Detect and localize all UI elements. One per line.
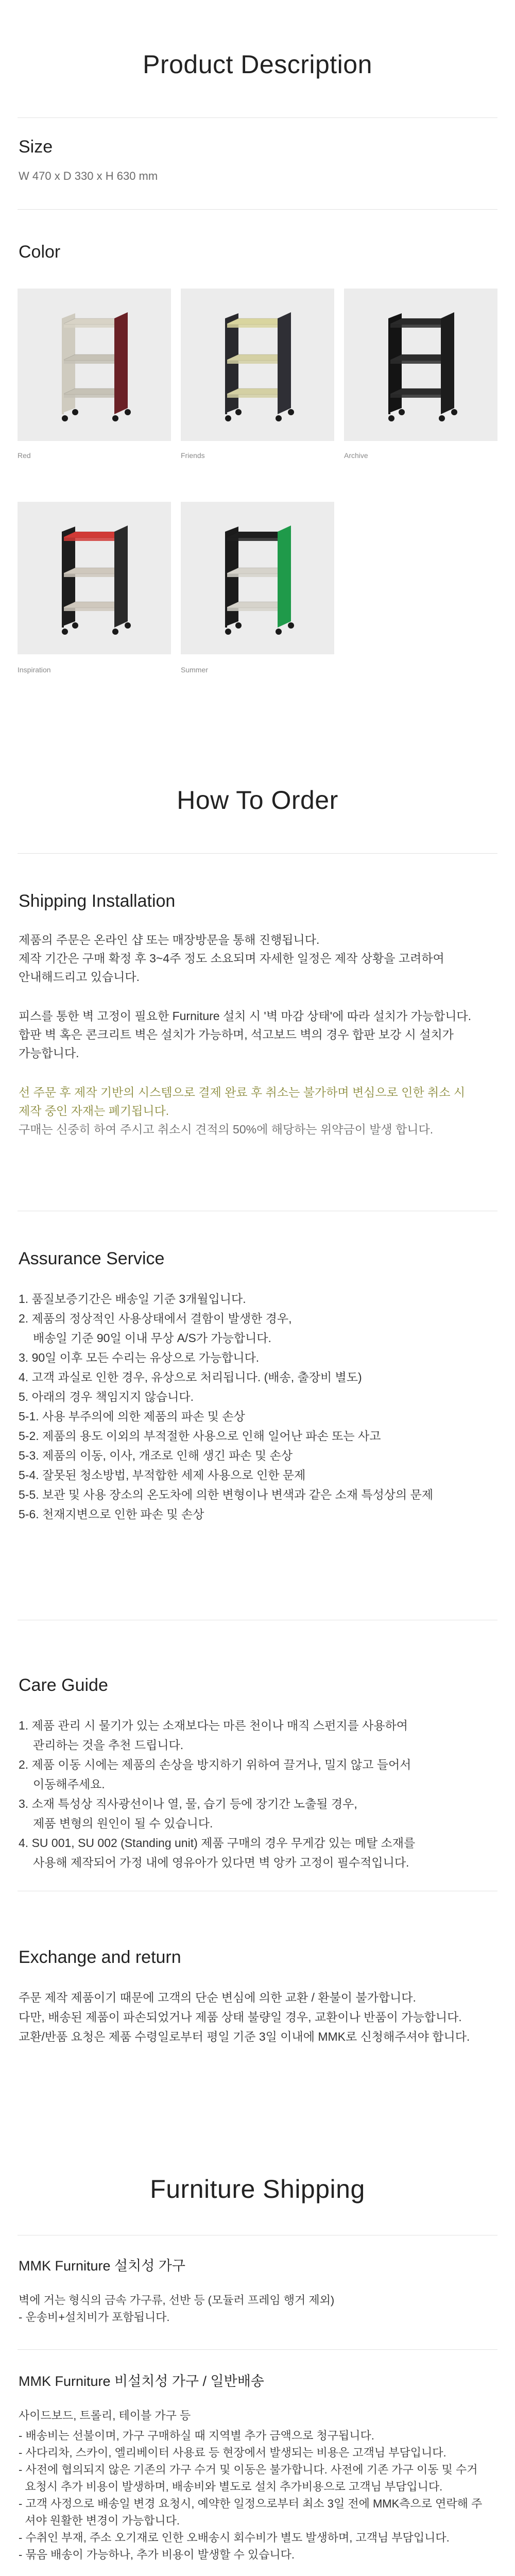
care-guide-list — [19, 1716, 415, 1872]
list-line: 3. 소재 특성상 직사광선이나 열, 물, 습기 등에 장기간 노출될 경우, — [19, 1797, 357, 1810]
color-label-friends: Friends — [181, 451, 205, 460]
divider — [18, 117, 497, 118]
list-line: 관리하는 것을 추천 드립니다. — [33, 1738, 184, 1752]
list-line: 주문 제작 제품이기 때문에 고객의 단순 변심에 의한 교환 / 환불이 불가합니다. — [19, 1991, 416, 2004]
list-line: 이동해주세요. — [33, 1777, 105, 1791]
general-furniture-heading: MMK Furniture 비설치성 가구 / 일반배송 — [19, 2374, 264, 2389]
color-label-summer: Summer — [181, 666, 208, 674]
text-line: 사이드보드, 트롤리, 테이블 가구 등 — [19, 2409, 191, 2422]
list-line: - 고객 사정으로 배송일 변경 요청시, 예약한 일정으로부터 최소 3일 전에 MMK측으로 연락해 주 — [19, 2497, 483, 2510]
trolley-top-shelf-edge — [388, 325, 441, 328]
list-line: 5-3. 제품의 이동, 이사, 개조로 인해 생긴 파손 및 손상 — [19, 1449, 293, 1462]
text-line: 벽에 거는 형식의 금속 가구류, 선반 등 (모듈러 프레임 행거 제외) — [19, 2294, 335, 2307]
text-line: 안내해드리고 있습니다. — [19, 970, 140, 984]
list-line: - 배송비는 선불이며, 가구 구매하실 때 지역별 추가 금액으로 청구됩니다. — [19, 2429, 374, 2442]
trolley-bottom-shelf-edge — [62, 608, 114, 611]
list-line: - 사다리차, 스카이, 엘리베이터 사용료 등 현장에서 발생되는 비용은 고객님 부담입니다. — [19, 2446, 447, 2459]
trolley-front-upright — [62, 318, 64, 414]
trolley-wheel — [276, 415, 282, 421]
list-line: 요청시 추가 비용이 발생하며, 배송비와 별도로 설치 추가비용으로 고객님 부담입니다. — [19, 2480, 443, 2493]
list-line: 5. 아래의 경우 책임지지 않습니다. — [19, 1390, 194, 1403]
how-to-order-title: How To Order — [177, 786, 338, 815]
trolley-wheel — [125, 409, 131, 415]
trolley-wheel — [225, 629, 231, 635]
trolley-side-panel — [441, 312, 454, 414]
size-heading: Size — [19, 137, 53, 157]
product-description-title: Product Description — [143, 50, 372, 79]
color-label-archive: Archive — [344, 451, 368, 460]
trolley-wheel — [62, 415, 68, 421]
trolley-wheel — [112, 629, 118, 635]
trolley-bottom-shelf-edge — [225, 395, 278, 398]
trolley-top-shelf-edge — [62, 538, 114, 541]
list-line: 교환/반품 요청은 제품 수령일로부터 평일 기준 3일 이내에 MMK로 신청해주셔야 합니다. — [19, 2030, 470, 2043]
color-label-red: Red — [18, 451, 31, 460]
trolley-front-upright — [225, 318, 227, 414]
divider — [18, 2349, 497, 2350]
color-swatch-friends[interactable] — [181, 289, 334, 441]
exchange-heading: Exchange and return — [19, 1947, 181, 1967]
list-line: 다만, 배송된 제품이 파손되었거나 제품 상태 불량일 경우, 교환이나 반품이 가능합니다. — [19, 2010, 462, 2024]
furniture-shipping-title: Furniture Shipping — [150, 2175, 365, 2204]
trolley-wheel — [235, 409, 242, 415]
trolley-top-shelf-edge — [62, 325, 114, 328]
installed-furniture-text — [19, 2292, 334, 2326]
trolley-wheel — [235, 622, 242, 629]
text-line: 가능합니다. — [19, 1046, 79, 1060]
list-line: - 묶음 배송이 가능하나, 추가 비용이 발생할 수 있습니다. — [19, 2548, 295, 2561]
assurance-heading: Assurance Service — [19, 1249, 165, 1268]
list-line: 2. 제품 이동 시에는 제품의 손상을 방지하기 위하여 끌거나, 밀지 않고 들어서 — [19, 1758, 411, 1771]
exchange-text — [19, 1988, 470, 2046]
trolley-wheel — [288, 622, 294, 629]
trolley-wheel — [112, 415, 118, 421]
list-line: 제품 변형의 원인이 될 수 있습니다. — [33, 1817, 213, 1830]
list-line: 5-5. 보관 및 사용 장소의 온도차에 의한 변형이나 변색과 같은 소재 특성상의 문제 — [19, 1488, 434, 1501]
trolley-middle-shelf-edge — [225, 361, 278, 364]
trolley-front-upright — [388, 318, 390, 414]
trolley-bottom-shelf-edge — [388, 395, 441, 398]
general-furniture-text — [19, 2407, 482, 2563]
text-line: 제작 기간은 구매 확정 후 3~4주 정도 소요되며 자세한 일정은 제작 상황을 고려하여 — [19, 952, 444, 965]
trolley-top-shelf-edge — [225, 325, 278, 328]
trolley-wheel — [225, 415, 231, 421]
trolley-middle-shelf-edge — [62, 574, 114, 577]
color-label-inspiration: Inspiration — [18, 666, 51, 674]
trolley-illustration — [181, 289, 334, 441]
trolley-middle-shelf-edge — [225, 574, 278, 577]
color-swatch-summer[interactable] — [181, 502, 334, 654]
divider — [18, 853, 497, 854]
trolley-wheel — [125, 622, 131, 629]
list-line: 5-2. 제품의 용도 이외의 부적절한 사용으로 인해 일어난 파손 또는 사고 — [19, 1429, 381, 1443]
list-line: 5-4. 잘못된 청소방법, 부적합한 세제 사용으로 인한 문제 — [19, 1468, 306, 1482]
trolley-wheel — [72, 409, 78, 415]
text-line: 피스를 통한 벽 고정이 필요한 Furniture 설치 시 '벽 마감 상태'에 따라 설치가 가능합니다. — [19, 1009, 472, 1023]
notice-line: 구매는 신중히 하여 주시고 취소시 견적의 50%에 해당하는 위약금이 발생 합니다. — [19, 1123, 434, 1136]
list-line: 배송일 기준 90일 이내 무상 A/S가 가능합니다. — [33, 1331, 271, 1345]
trolley-wheel — [62, 629, 68, 635]
trolley-bottom-shelf-edge — [225, 608, 278, 611]
trolley-wheel — [451, 409, 457, 415]
list-line: 5-6. 천재지변으로 인한 파손 및 손상 — [19, 1507, 204, 1521]
trolley-side-panel — [278, 526, 291, 628]
trolley-illustration — [18, 502, 171, 654]
trolley-top-shelf-edge — [225, 538, 278, 541]
trolley-front-upright — [225, 532, 227, 628]
color-swatch-inspiration[interactable] — [18, 502, 171, 654]
list-line: - 사전에 협의되지 않은 기존의 가구 수거 및 이동은 불가합니다. 사전에 기존 가구 이동 및 수거 — [19, 2463, 478, 2476]
trolley-wheel — [399, 409, 405, 415]
text-line: 합판 벽 혹은 콘크리트 벽은 설치가 가능하며, 석고보드 벽의 경우 합판 보강 시 설치가 — [19, 1028, 454, 1041]
installed-furniture-heading: MMK Furniture 설치성 가구 — [19, 2258, 185, 2274]
trolley-wheel — [439, 415, 445, 421]
list-line: 셔야 원활한 변경이 가능합니다. — [19, 2514, 180, 2527]
trolley-side-panel — [278, 312, 291, 414]
notice-line: 제작 중인 자재는 폐기됩니다. — [19, 1104, 169, 1117]
list-line: 4. SU 001, SU 002 (Standing unit) 제품 구매의 경우 무게감 있는 메탈 소재를 — [19, 1836, 416, 1850]
trolley-wheel — [72, 622, 78, 629]
trolley-side-panel — [114, 526, 128, 628]
text-line: - 운송비+설치비가 포함됩니다. — [19, 2311, 170, 2324]
trolley-illustration — [181, 502, 334, 654]
list-line: - 수취인 부재, 주소 오기재로 인한 오배송시 회수비가 별도 발생하며, 고객님 부담입니다. — [19, 2531, 450, 2544]
trolley-bottom-shelf-edge — [62, 395, 114, 398]
trolley-illustration — [18, 289, 171, 441]
list-line: 사용해 제작되어 가정 내에 영유아가 있다면 벽 앙카 고정이 필수적입니다. — [33, 1856, 409, 1869]
trolley-wheel — [388, 415, 394, 421]
list-line: 1. 품질보증기간은 배송일 기준 3개월입니다. — [19, 1292, 246, 1306]
list-line: 5-1. 사용 부주의에 의한 제품의 파손 및 손상 — [19, 1410, 245, 1423]
list-line: 1. 제품 관리 시 물기가 있는 소재보다는 마른 천이나 매직 스펀지를 사용하여 — [19, 1719, 408, 1732]
list-line: 2. 제품의 정상적인 사용상태에서 결함이 발생한 경우, — [19, 1312, 292, 1325]
trolley-illustration — [344, 289, 497, 441]
size-value: W 470 x D 330 x H 630 mm — [19, 170, 158, 182]
shipping-installation-heading: Shipping Installation — [19, 891, 176, 911]
list-line: 4. 고객 과실로 인한 경우, 유상으로 처리됩니다. (배송, 출장비 별도) — [19, 1370, 362, 1384]
trolley-wheel — [288, 409, 294, 415]
trolley-middle-shelf-edge — [388, 361, 441, 364]
notice-line: 선 주문 후 제작 기반의 시스템으로 결제 완료 후 취소는 불가하며 변심으로 인한 취소 시 — [19, 1086, 466, 1099]
assurance-list — [19, 1289, 433, 1524]
list-line: 3. 90일 이후 모든 수리는 유상으로 가능합니다. — [19, 1351, 260, 1364]
text-line: 제품의 주문은 온라인 샵 또는 매장방문을 통해 진행됩니다. — [19, 933, 320, 946]
color-swatch-red[interactable] — [18, 289, 171, 441]
trolley-wheel — [276, 629, 282, 635]
shipping-installation-text — [19, 930, 471, 1139]
color-swatch-archive[interactable] — [344, 289, 497, 441]
trolley-middle-shelf-edge — [62, 361, 114, 364]
trolley-side-panel — [114, 312, 128, 414]
trolley-front-upright — [62, 532, 64, 628]
divider — [18, 209, 497, 210]
care-guide-heading: Care Guide — [19, 1675, 108, 1695]
color-heading: Color — [19, 242, 61, 262]
